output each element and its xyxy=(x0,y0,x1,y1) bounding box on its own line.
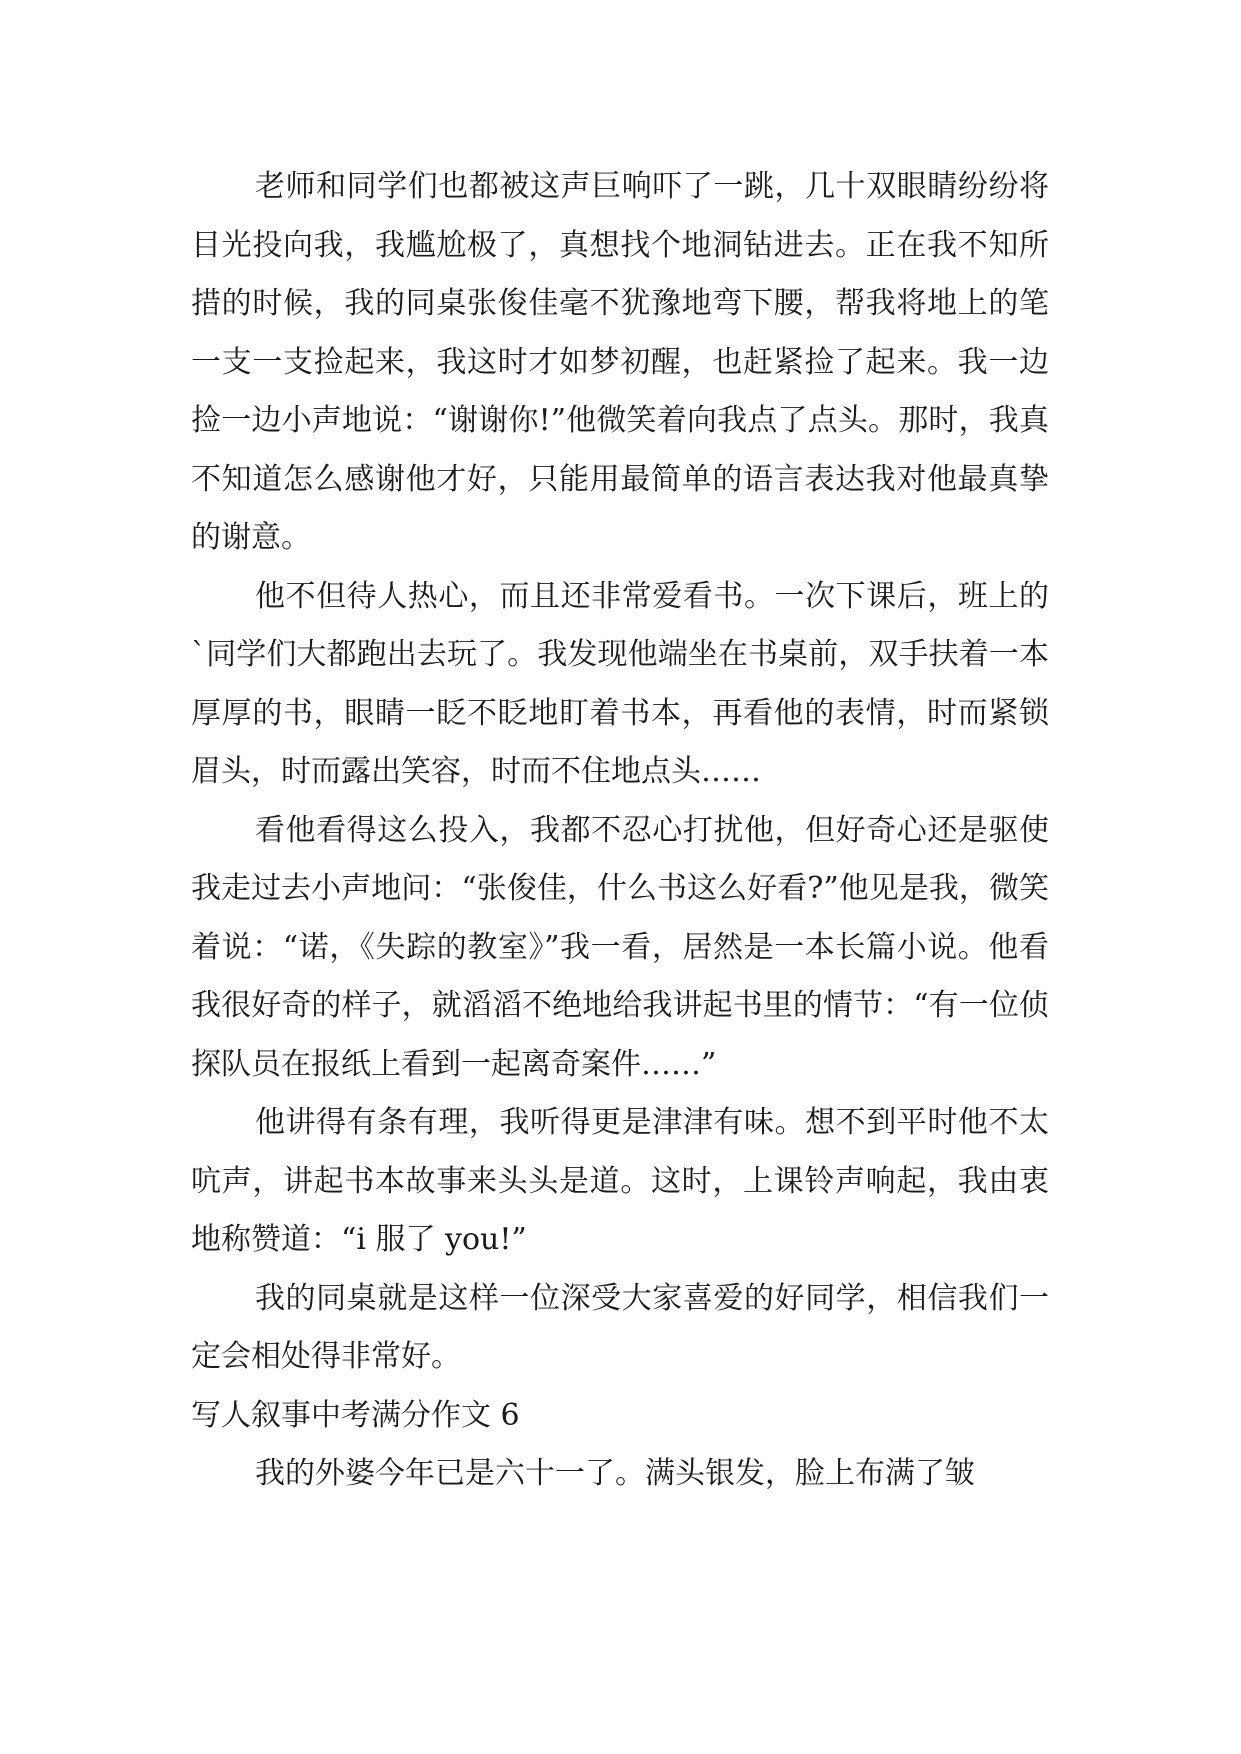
article-body xyxy=(191,158,1049,1504)
paragraph: 我的同桌就是这样一位深受大家喜爱的好同学，相信我们一定会相处得非常好。 xyxy=(191,1280,1049,1374)
section-heading: 写人叙事中考满分作文 6 xyxy=(191,1397,520,1433)
paragraph: 老师和同学们也都被这声巨响吓了一跳，几十双眼睛纷纷将目光投向我，我尴尬极了，真想找个地洞钻进去。正在我不知所措的时候，我的同桌张俊佳毫不犹豫地弯下腰，帮我将地上的笔一支一支捡起来，我这时才如梦初醒，也赶紧捡了起来。我一边捡一边小声地说：“谢谢你!”他微笑着向我点了点头。那时，我真不知道怎么感谢他才好，只能用最简单的语言表达我对他最真挚的谢意。 xyxy=(191,169,1049,555)
paragraph: 他不但待人热心，而且还非常爱看书。一次下课后，班上的`同学们大都跑出去玩了。我发现他端坐在书桌前，双手扶着一本厚厚的书，眼睛一眨不眨地盯着书本，再看他的表情，时而紧锁眉头，时而露出笑容，时而不住地点头…… xyxy=(191,578,1049,789)
paragraph: 看他看得这么投入，我都不忍心打扰他，但好奇心还是驱使我走过去小声地问：“张俊佳，什么书这么好看?”他见是我，微笑着说：“诺，《失踪的教室》”我一看，居然是一本长篇小说。他看我很好奇的样子，就滔滔不绝地给我讲起书里的情节：“有一位侦探队员在报纸上看到一起离奇案件……” xyxy=(191,812,1049,1082)
paragraph: 我的外婆今年已是六十一了。满头银发，脸上布满了皱 xyxy=(255,1456,975,1491)
paragraph: 他讲得有条有理，我听得更是津津有味。想不到平时他不太吭声，讲起书本故事来头头是道。这时，上课铃声响起，我由衷地称赞道：“i 服了 you!” xyxy=(191,1105,1049,1257)
